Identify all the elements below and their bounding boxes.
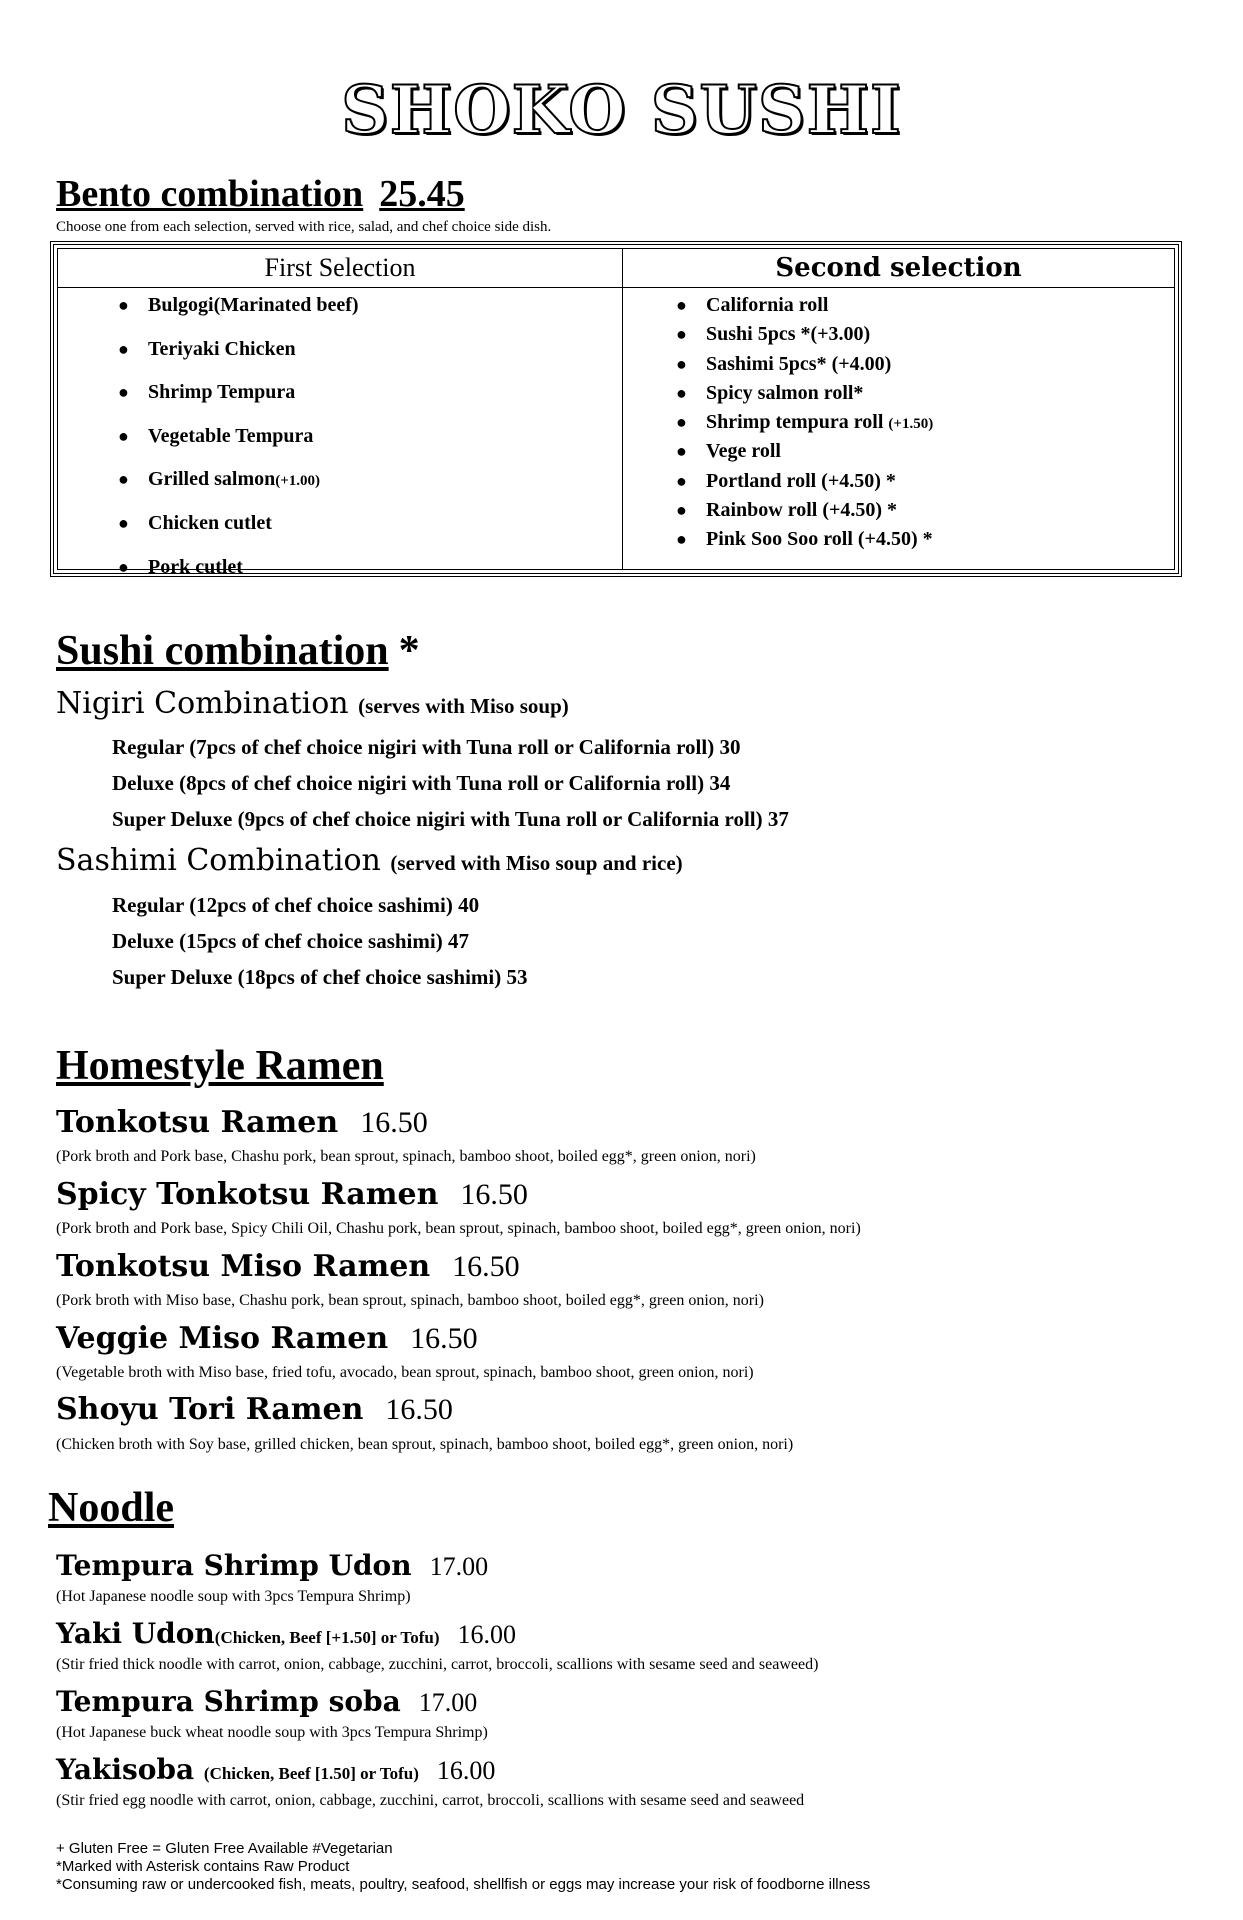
noodle-price: 16.00 xyxy=(457,1620,516,1649)
ramen-item-name: Tonkotsu Ramen 16.50 xyxy=(56,1105,428,1140)
ramen-price: 16.50 xyxy=(460,1178,528,1211)
list-item: ● California roll xyxy=(676,292,933,321)
noodle-description: (Hot Japanese buck wheat noodle soup with 3pcs Tempura Shrimp) xyxy=(56,1724,488,1741)
bento-selection-table xyxy=(50,241,1182,577)
noodle-item-name: Tempura Shrimp soba 17.00 xyxy=(56,1685,478,1718)
list-item: ● Teriyaki Chicken xyxy=(118,336,359,380)
bento-price: 25.45 xyxy=(379,173,465,215)
list-item: ● Pork cutlet xyxy=(118,554,359,598)
legend-note: + Gluten Free = Gluten Free Available #Vegetarian xyxy=(56,1840,393,1857)
nigiri-note: (serves with Miso soup) xyxy=(358,694,569,718)
sashimi-super-deluxe: Super Deluxe (18pcs of chef choice sashimi) 53 xyxy=(112,965,528,989)
ramen-description: (Chicken broth with Soy base, grilled chicken, bean sprout, spinach, bamboo shoot, boiled egg*, green onion, nori) xyxy=(56,1436,794,1453)
list-item: ● Grilled salmon(+1.00) xyxy=(118,466,359,510)
ramen-heading: Homestyle Ramen xyxy=(56,1043,384,1089)
list-item: ● Spicy salmon roll* xyxy=(676,380,933,409)
list-item: ● Sashimi 5pcs* (+4.00) xyxy=(676,351,933,380)
noodle-heading: Noodle xyxy=(48,1485,174,1531)
list-item: ● Sushi 5pcs *(+3.00) xyxy=(676,321,933,350)
footer-notes xyxy=(56,1840,870,1894)
sushi-title: Sushi combination xyxy=(56,628,389,674)
ramen-description: (Vegetable broth with Miso base, fried tofu, avocado, bean sprout, spinach, bamboo shoot, green onion, nori) xyxy=(56,1364,754,1381)
raw-note: *Marked with Asterisk contains Raw Product xyxy=(56,1858,350,1875)
noodle-price: 16.00 xyxy=(436,1756,496,1785)
column-divider xyxy=(622,249,623,569)
list-item: ● Bulgogi(Marinated beef) xyxy=(118,292,359,336)
bento-title: Bento combination xyxy=(56,173,364,215)
noodle-options: (Chicken, Beef [1.50] or Tofu) xyxy=(203,1764,419,1783)
sashimi-note: (served with Miso soup and rice) xyxy=(390,851,683,875)
bento-table-inner xyxy=(57,248,1175,578)
sashimi-regular: Regular (12pcs of chef choice sashimi) 40 xyxy=(112,893,480,917)
ramen-item-name: Shoyu Tori Ramen 16.50 xyxy=(56,1392,453,1427)
first-selection-list xyxy=(118,292,359,597)
nigiri-title: Nigiri Combination xyxy=(56,686,349,721)
list-item: ● Vegetable Tempura xyxy=(118,423,359,467)
noodle-price: 17.00 xyxy=(418,1688,478,1717)
noodle-price: 17.00 xyxy=(429,1552,489,1581)
bento-note: Choose one from each selection, served with rice, salad, and chef choice side dish. xyxy=(56,219,552,235)
ramen-item-name: Veggie Miso Ramen 16.50 xyxy=(56,1321,478,1356)
noodle-item-name: Yakisoba (Chicken, Beef [1.50] or Tofu) 16.00 xyxy=(56,1753,496,1786)
extra-charge: (+1.50) xyxy=(888,416,934,433)
raw-marker: * xyxy=(398,628,420,674)
nigiri-heading xyxy=(56,686,569,724)
sashimi-title: Sashimi Combination xyxy=(56,843,381,878)
ramen-description: (Pork broth and Pork base, Spicy Chili Oil, Chashu pork, bean sprout, spinach, bamboo shoot, boiled egg*, green onion, nori) xyxy=(56,1220,861,1237)
second-selection-header: Second selection xyxy=(622,249,1174,288)
ramen-price: 16.50 xyxy=(385,1393,453,1426)
list-item: ● Vege roll xyxy=(676,438,933,467)
ramen-item-name: Spicy Tonkotsu Ramen 16.50 xyxy=(56,1177,528,1212)
nigiri-regular: Regular (7pcs of chef choice nigiri with Tuna roll or California roll) 30 xyxy=(112,735,741,759)
list-item: ● Chicken cutlet xyxy=(118,510,359,554)
noodle-item-name: Yaki Udon(Chicken, Beef [+1.50] or Tofu) 16.00 xyxy=(56,1617,516,1650)
list-item: ● Rainbow roll (+4.50) * xyxy=(676,497,933,526)
nigiri-super-deluxe: Super Deluxe (9pcs of chef choice nigiri with Tuna roll or California roll) 37 xyxy=(112,807,789,831)
list-item: ● Shrimp Tempura xyxy=(118,379,359,423)
restaurant-name: SHOKO SUSHI xyxy=(341,71,902,149)
extra-charge: (+1.00) xyxy=(275,473,321,490)
bento-heading xyxy=(56,172,465,216)
ramen-price: 16.50 xyxy=(360,1106,428,1139)
noodle-description: (Stir fried thick noodle with carrot, onion, cabbage, zucchini, carrot, broccoli, scallions with sesame seed and seaweed) xyxy=(56,1656,819,1673)
noodle-description: (Stir fried egg noodle with carrot, onion, cabbage, zucchini, carrot, broccoli, scallions with sesame seed and seaweed xyxy=(56,1792,805,1809)
ramen-price: 16.50 xyxy=(410,1322,478,1355)
noodle-description: (Hot Japanese noodle soup with 3pcs Tempura Shrimp) xyxy=(56,1588,411,1605)
ramen-description: (Pork broth with Miso base, Chashu pork, bean sprout, spinach, bamboo shoot, boiled egg*, green onion, nori) xyxy=(56,1292,764,1309)
ramen-description: (Pork broth and Pork base, Chashu pork, bean sprout, spinach, bamboo shoot, boiled egg*, green onion, nori) xyxy=(56,1148,756,1165)
noodle-options: (Chicken, Beef [+1.50] or Tofu) xyxy=(214,1628,440,1647)
sashimi-heading xyxy=(56,843,683,881)
list-item: ● Portland roll (+4.50) * xyxy=(676,468,933,497)
sashimi-deluxe: Deluxe (15pcs of chef choice sashimi) 47 xyxy=(112,929,469,953)
consumption-warning: *Consuming raw or undercooked fish, meats, poultry, seafood, shellfish or eggs may increase your risk of foodborne illness xyxy=(56,1876,871,1893)
second-selection-list xyxy=(676,292,933,556)
ramen-item-name: Tonkotsu Miso Ramen 16.50 xyxy=(56,1249,520,1284)
noodle-item-name: Tempura Shrimp Udon 17.00 xyxy=(56,1549,489,1582)
ramen-price: 16.50 xyxy=(452,1250,520,1283)
list-item: ● Shrimp tempura roll (+1.50) xyxy=(676,409,933,438)
list-item: ● Pink Soo Soo roll (+4.50) * xyxy=(676,526,933,555)
first-selection-header: First Selection xyxy=(58,249,622,288)
sushi-heading xyxy=(56,627,420,675)
nigiri-deluxe: Deluxe (8pcs of chef choice nigiri with Tuna roll or California roll) 34 xyxy=(112,771,731,795)
